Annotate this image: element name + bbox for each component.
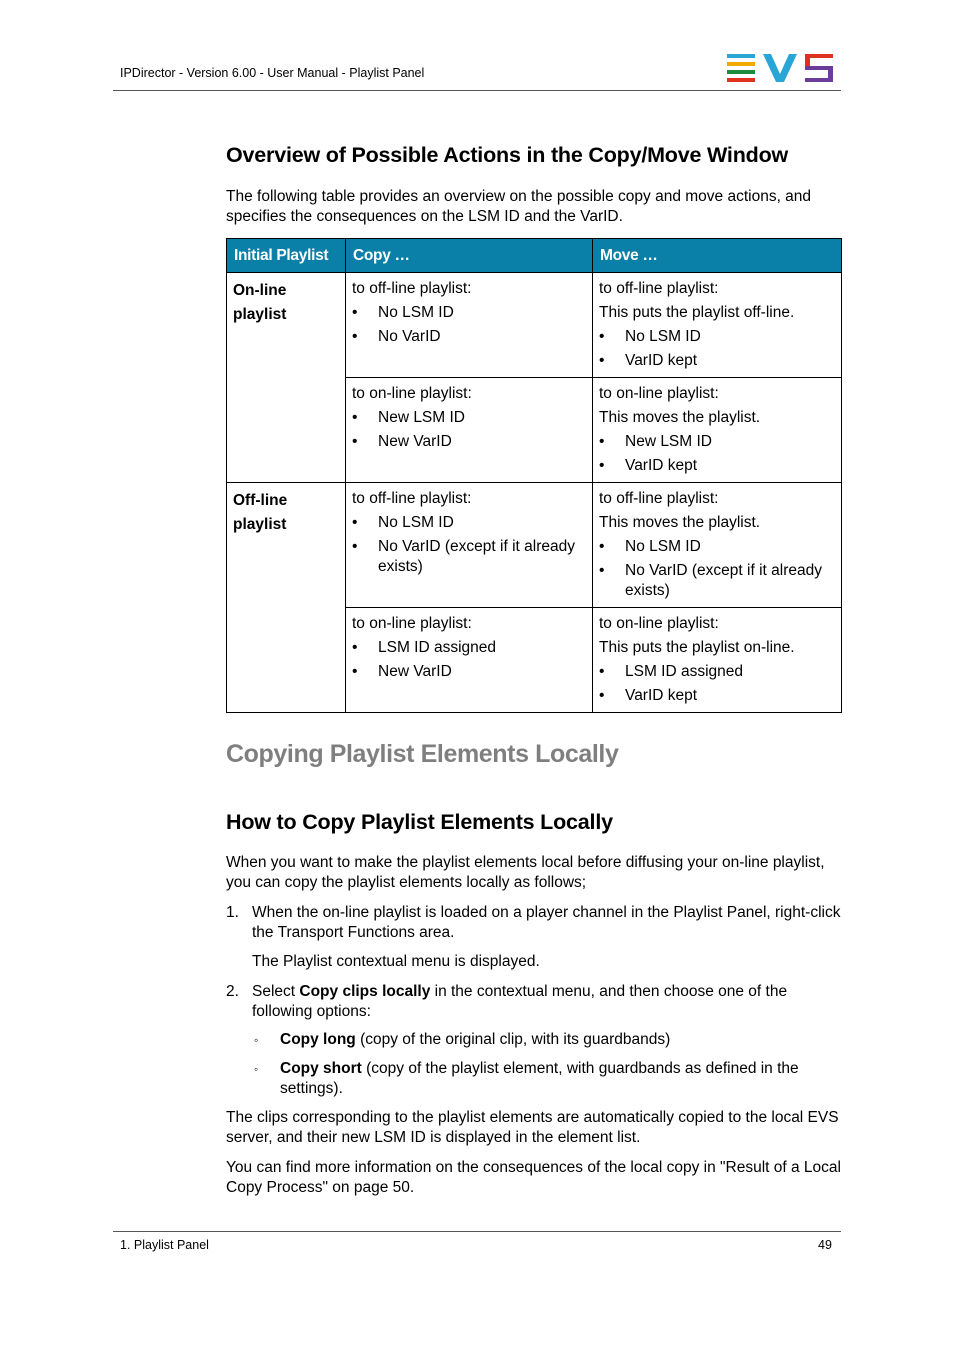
row-label-offline: Off-line playlist: [227, 483, 346, 713]
how-to-intro: When you want to make the playlist elements local before diffusing your on-line playlist, you can copy the playlist elements locally as follows;: [226, 854, 825, 891]
evs-logo: [727, 54, 835, 82]
move-cell: [593, 273, 842, 378]
list-item: • No VarID (except if it already exists): [599, 561, 835, 601]
step-text-post: in the contextual menu, and then choose one of the following options:: [252, 983, 788, 1020]
list-item: • No VarID (except if it already exists): [352, 537, 586, 577]
table-row: [227, 483, 842, 608]
option-name: Copy long: [280, 1031, 356, 1048]
list-item: • VarID kept: [599, 686, 835, 706]
list-item: • New LSM ID: [352, 408, 586, 428]
actions-table: [226, 238, 842, 713]
footer-divider: [113, 1231, 841, 1232]
step-number: 2.: [226, 983, 239, 1000]
list-item: • VarID kept: [599, 351, 835, 371]
list-item: • No VarID: [352, 327, 586, 347]
step-text-pre: Select: [252, 983, 300, 1000]
list-item: • No LSM ID: [599, 537, 835, 557]
list-item: • No LSM ID: [352, 513, 586, 533]
step-text: [252, 982, 846, 1022]
circle-bullet-icon: ◦: [254, 1033, 259, 1047]
cell-text: This moves the playlist.: [599, 514, 761, 531]
cell-text: to on-line playlist:: [599, 615, 719, 632]
copy-cell: [346, 378, 593, 483]
move-cell: [593, 483, 842, 608]
table-header-row: [227, 239, 842, 273]
cell-text: to off-line playlist:: [352, 490, 472, 507]
option-name: Copy short: [280, 1060, 362, 1077]
list-item: • No LSM ID: [352, 303, 586, 323]
circle-bullet-icon: ◦: [254, 1062, 259, 1076]
option-description: (copy of the playlist element, with guardbands as defined in the settings).: [280, 1060, 799, 1097]
more-info-paragraph: You can find more information on the consequences of the local copy in "Result of a Local Copy Process" on page 50.: [226, 1159, 841, 1196]
move-cell: [593, 378, 842, 483]
cell-text: to on-line playlist:: [352, 615, 472, 632]
cell-text: to on-line playlist:: [352, 385, 472, 402]
header-initial-playlist: Initial Playlist: [227, 239, 346, 273]
row-label-online: On-line playlist: [227, 273, 346, 483]
page-number: 49: [818, 1238, 832, 1252]
copy-cell: [346, 608, 593, 713]
cell-text: This puts the playlist off-line.: [599, 304, 795, 321]
list-item: • New VarID: [352, 662, 586, 682]
list-item: • LSM ID assigned: [352, 638, 586, 658]
overview-intro: The following table provides an overview on the possible copy and move actions, and specifies the consequences on the LSM ID and the VarID.: [226, 188, 812, 225]
cell-text: This puts the playlist on-line.: [599, 639, 795, 656]
option-copy-short: [254, 1059, 844, 1099]
list-item: • New VarID: [352, 432, 586, 452]
cell-text: to off-line playlist:: [352, 280, 472, 297]
list-item: • LSM ID assigned: [599, 662, 835, 682]
step-number: 1.: [226, 904, 239, 921]
step-2: [226, 982, 846, 1022]
option-description: (copy of the original clip, with its guardbands): [355, 1031, 671, 1048]
move-cell: [593, 608, 842, 713]
table-row: [227, 273, 842, 378]
cell-text: to on-line playlist:: [599, 385, 719, 402]
step-text: When the on-line playlist is loaded on a player channel in the Playlist Panel, right-click the Transport Functions area.: [252, 904, 841, 941]
section-heading-overview: Overview of Possible Actions in the Copy/Move Window: [226, 143, 789, 167]
cell-text: to off-line playlist:: [599, 490, 719, 507]
cell-text: to off-line playlist:: [599, 280, 719, 297]
step-1: [226, 903, 846, 972]
section-heading-how-to: How to Copy Playlist Elements Locally: [226, 810, 613, 834]
header-move: Move …: [593, 239, 842, 273]
header-divider: [113, 90, 841, 91]
copy-cell: [346, 273, 593, 378]
cell-text: This moves the playlist.: [599, 409, 761, 426]
list-item: • No LSM ID: [599, 327, 835, 347]
header-copy: Copy …: [346, 239, 593, 273]
list-item: • VarID kept: [599, 456, 835, 476]
list-item: • New LSM ID: [599, 432, 835, 452]
footer-chapter: 1. Playlist Panel: [120, 1238, 209, 1252]
copy-cell: [346, 483, 593, 608]
menu-option-name: Copy clips locally: [299, 983, 431, 1000]
result-paragraph: The clips corresponding to the playlist elements are automatically copied to the local EVS server, and their new LSM ID is displayed in the element list.: [226, 1109, 839, 1146]
option-text: [280, 1059, 844, 1099]
option-text: [280, 1030, 844, 1050]
option-copy-long: [254, 1030, 844, 1050]
header-title: IPDirector - Version 6.00 - User Manual - Playlist Panel: [120, 66, 425, 80]
step-result: The Playlist contextual menu is displayed.: [252, 953, 540, 970]
section-heading-copying: Copying Playlist Elements Locally: [226, 740, 619, 768]
